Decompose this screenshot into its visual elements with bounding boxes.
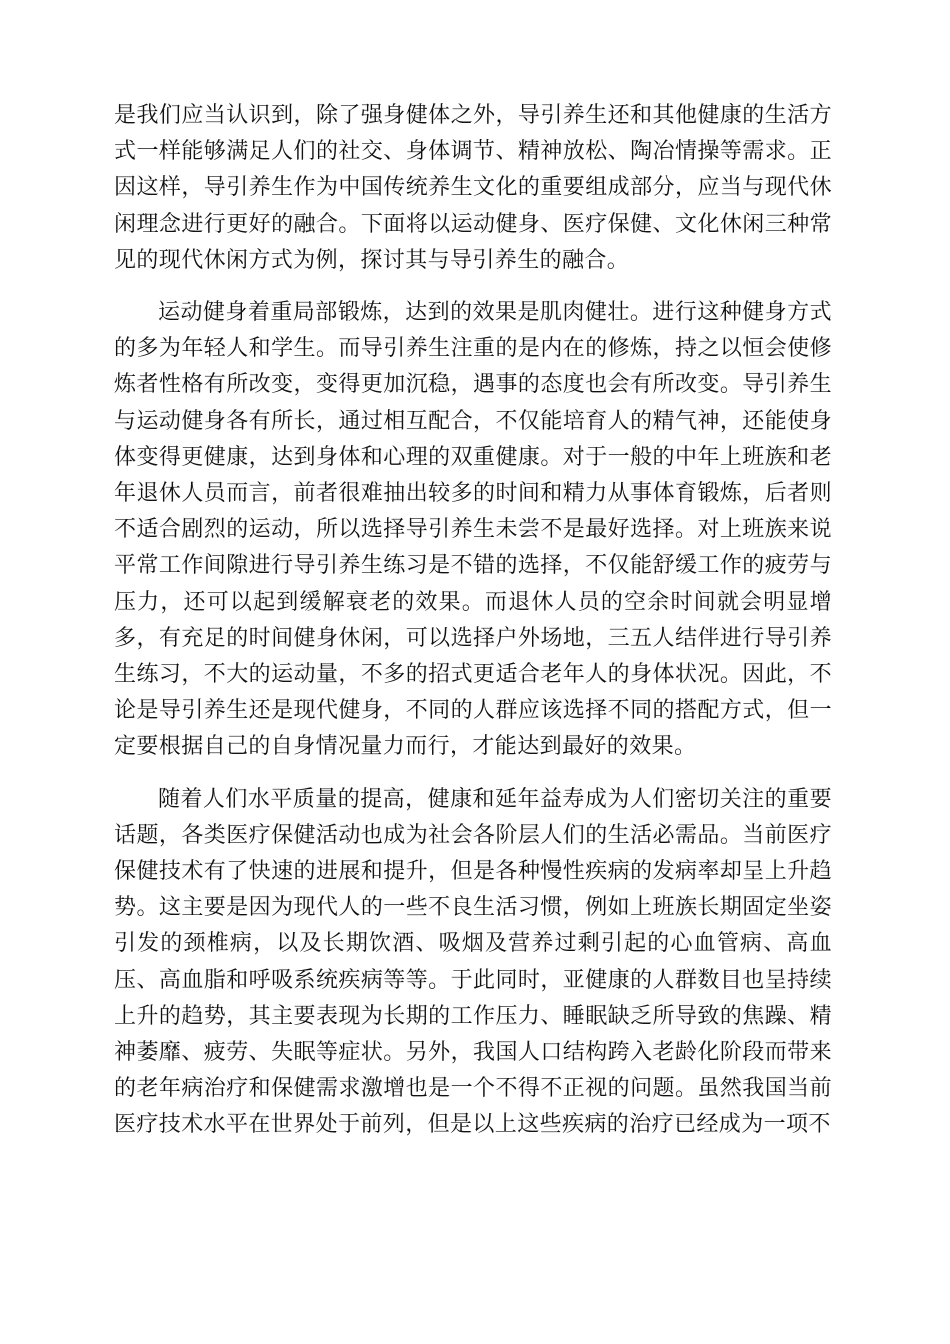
document-page [114,98,832,1144]
paragraph-exercise-fitness: 运动健身着重局部锻炼，达到的效果是肌肉健壮。进行这种健身方式的多为年轻人和学生。而导引养生注重的是内在的修炼，持之以恒会使修炼者性格有所改变，变得更加沉稳，遇事的态度也会有所改变。导引养生与运动健身各有所长，通过相互配合，不仅能培育人的精气神，还能使身体变得更健康，达到身体和心理的双重健康。对于一般的中年上班族和老年退休人员而言，前者很难抽出较多的时间和精力从事体育锻炼，后者则不适合剧烈的运动，所以选择导引养生未尝不是最好选择。对上班族来说平常工作间隙进行导引养生练习是不错的选择，不仅能舒缓工作的疲劳与压力，还可以起到缓解衰老的效果。而退休人员的空余时间就会明显增多，有充足的时间健身休闲，可以选择户外场地，三五人结伴进行导引养生练习，不大的运动量，不多的招式更适合老年人的身体状况。因此，不论是导引养生还是现代健身，不同的人群应该选择不同的搭配方式，但一定要根据自己的自身情况量力而行，才能达到最好的效果。 [114,300,832,760]
paragraph-continuation: 是我们应当认识到，除了强身健体之外，导引养生还和其他健康的生活方式一样能够满足人们的社交、身体调节、精神放松、陶冶情操等需求。正因这样，导引养生作为中国传统养生文化的重要组成部分，应当与现代休闲理念进行更好的融合。下面将以运动健身、医疗保健、文化休闲三种常见的现代休闲方式为例，探讨其与导引养生的融合。 [114,103,832,273]
paragraph-medical-care: 随着人们水平质量的提高，健康和延年益寿成为人们密切关注的重要话题，各类医疗保健活动也成为社会各阶层人们的生活必需品。当前医疗保健技术有了快速的进展和提升，但是各种慢性疾病的发病率却呈上升趋势。这主要是因为现代人的一些不良生活习惯，例如上班族长期固定坐姿引发的颈椎病，以及长期饮酒、吸烟及营养过剩引起的心血管病、高血压、高血脂和呼吸系统疾病等等。于此同时，亚健康的人群数目也呈持续上升的趋势，其主要表现为长期的工作压力、睡眠缺乏所导致的焦躁、精神萎靡、疲劳、失眠等症状。另外，我国人口结构跨入老龄化阶段而带来的老年病治疗和保健需求激增也是一个不得不正视的问题。虽然我国当前医疗技术水平在世界处于前列，但是以上这些疾病的治疗已经成为一项不 [114,786,832,1138]
